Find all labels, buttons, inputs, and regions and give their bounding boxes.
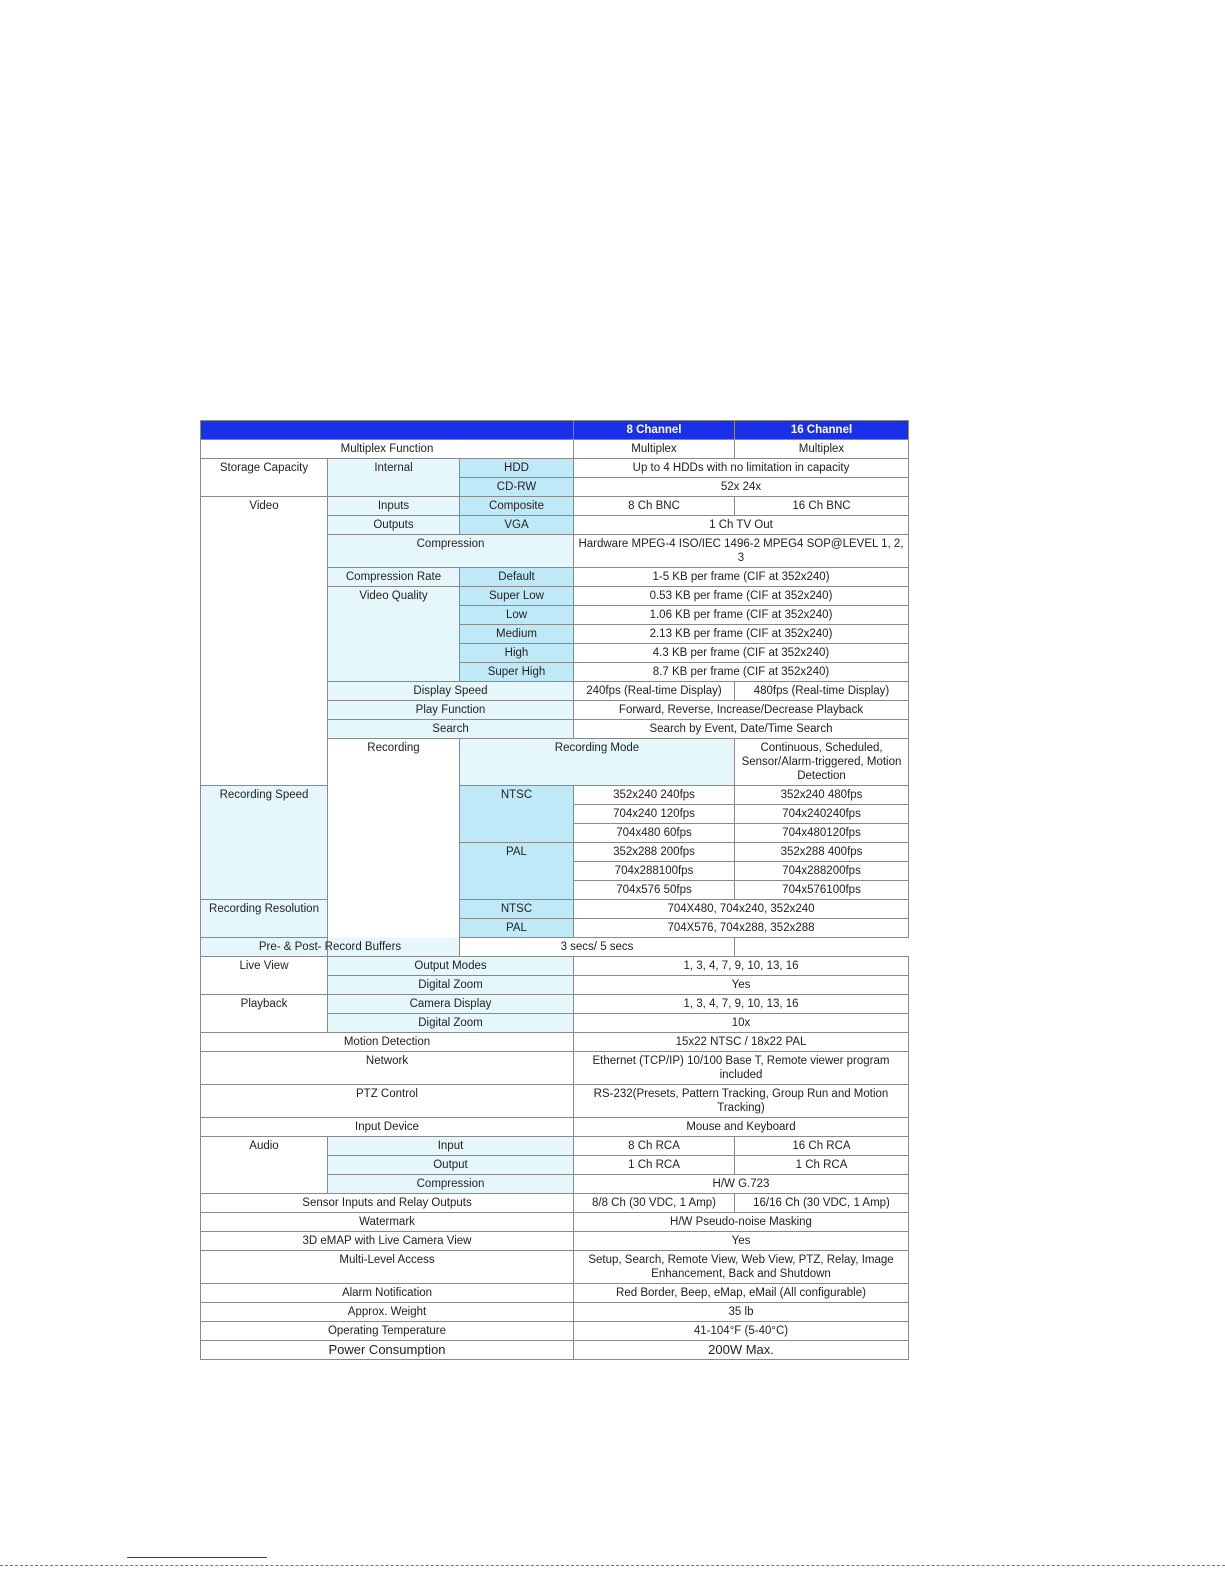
play-function-value: Forward, Reverse, Increase/Decrease Playback <box>574 701 909 720</box>
quality-level-label: Low <box>460 606 574 625</box>
output-modes-label: Output Modes <box>328 957 574 976</box>
video-compression-value: Hardware MPEG-4 ISO/IEC 1496-2 MPEG4 SOP@LEVEL 1, 2, 3 <box>574 535 909 568</box>
row-emap <box>201 1232 909 1251</box>
watermark-label: Watermark <box>201 1213 574 1232</box>
power-value: 200W Max. <box>574 1341 909 1360</box>
audio-output-8ch: 1 Ch RCA <box>574 1156 735 1175</box>
compression-rate-value: 1-5 KB per frame (CIF at 352x240) <box>574 568 909 587</box>
row-resolution-ntsc <box>201 900 909 919</box>
row-buffers <box>201 938 909 957</box>
watermark-value: H/W Pseudo-noise Masking <box>574 1213 909 1232</box>
temperature-label: Operating Temperature <box>201 1322 574 1341</box>
speed-16ch: 352x288 400fps <box>735 843 909 862</box>
temperature-value: 41-104°F (5-40°C) <box>574 1322 909 1341</box>
alarm-value: Red Border, Beep, eMap, eMail (All configurable) <box>574 1284 909 1303</box>
video-inputs-sub: Composite <box>460 497 574 516</box>
speed-8ch: 352x240 240fps <box>574 786 735 805</box>
speed-16ch: 704x576100fps <box>735 881 909 900</box>
network-label: Network <box>201 1052 574 1085</box>
video-outputs-sub: VGA <box>460 516 574 535</box>
header-8-channel: 8 Channel <box>574 421 735 440</box>
audio-compression-label: Compression <box>328 1175 574 1194</box>
row-speed-ntsc-1 <box>201 786 909 805</box>
speed-8ch: 704x480 60fps <box>574 824 735 843</box>
header-row <box>201 421 909 440</box>
quality-level-value: 2.13 KB per frame (CIF at 352x240) <box>574 625 909 644</box>
resolution-ntsc-value: 704X480, 704x240, 352x240 <box>574 900 909 919</box>
row-access <box>201 1251 909 1284</box>
speed-16ch: 704x240240fps <box>735 805 909 824</box>
buffers-value: 3 secs/ 5 secs <box>460 938 735 957</box>
speed-8ch: 704x576 50fps <box>574 881 735 900</box>
video-outputs-label: Outputs <box>328 516 460 535</box>
video-outputs-value: 1 Ch TV Out <box>574 516 909 535</box>
sensor-label: Sensor Inputs and Relay Outputs <box>201 1194 574 1213</box>
audio-input-8ch: 8 Ch RCA <box>574 1137 735 1156</box>
video-inputs-label: Inputs <box>328 497 460 516</box>
camera-display-label: Camera Display <box>328 995 574 1014</box>
motion-detection-label: Motion Detection <box>201 1033 574 1052</box>
emap-value: Yes <box>574 1232 909 1251</box>
speed-16ch: 704x480120fps <box>735 824 909 843</box>
storage-cdrw-value: 52x 24x <box>574 478 909 497</box>
network-value: Ethernet (TCP/IP) 10/100 Base T, Remote viewer program included <box>574 1052 909 1085</box>
buffers-label: Pre- & Post- Record Buffers <box>201 938 460 957</box>
compression-rate-label: Compression Rate <box>328 568 460 587</box>
input-device-label: Input Device <box>201 1118 574 1137</box>
display-speed-label: Display Speed <box>328 682 574 701</box>
audio-input-label: Input <box>328 1137 574 1156</box>
speed-16ch: 704x288200fps <box>735 862 909 881</box>
output-modes-value: 1, 3, 4, 7, 9, 10, 13, 16 <box>574 957 909 976</box>
audio-output-label: Output <box>328 1156 574 1175</box>
row-playback-camera-display <box>201 995 909 1014</box>
storage-cdrw-label: CD-RW <box>460 478 574 497</box>
video-quality-label: Video Quality <box>328 587 460 682</box>
speed-ntsc-label: NTSC <box>460 786 574 843</box>
row-ptz <box>201 1085 909 1118</box>
playback-zoom-label: Digital Zoom <box>328 1014 574 1033</box>
playback-label: Playback <box>201 995 328 1033</box>
header-16-channel: 16 Channel <box>735 421 909 440</box>
alarm-label: Alarm Notification <box>201 1284 574 1303</box>
multiplex-16ch: Multiplex <box>735 440 909 459</box>
row-input-device <box>201 1118 909 1137</box>
compression-rate-sub: Default <box>460 568 574 587</box>
quality-level-label: Super Low <box>460 587 574 606</box>
row-watermark <box>201 1213 909 1232</box>
audio-compression-value: H/W G.723 <box>574 1175 909 1194</box>
camera-display-value: 1, 3, 4, 7, 9, 10, 13, 16 <box>574 995 909 1014</box>
row-storage-hdd <box>201 459 909 478</box>
audio-output-16ch: 1 Ch RCA <box>735 1156 909 1175</box>
header-blank <box>201 421 574 440</box>
video-inputs-8ch: 8 Ch BNC <box>574 497 735 516</box>
resolution-ntsc-label: NTSC <box>460 900 574 919</box>
row-sensor <box>201 1194 909 1213</box>
quality-level-value: 0.53 KB per frame (CIF at 352x240) <box>574 587 909 606</box>
weight-value: 35 lb <box>574 1303 909 1322</box>
row-video-inputs <box>201 497 909 516</box>
search-label: Search <box>328 720 574 739</box>
storage-internal: Internal <box>328 459 460 497</box>
row-temperature <box>201 1322 909 1341</box>
speed-8ch: 352x288 200fps <box>574 843 735 862</box>
row-alarm <box>201 1284 909 1303</box>
display-speed-16ch: 480fps (Real-time Display) <box>735 682 909 701</box>
resolution-pal-value: 704X576, 704x288, 352x288 <box>574 919 909 938</box>
multiplex-8ch: Multiplex <box>574 440 735 459</box>
spec-table <box>200 420 909 1360</box>
video-inputs-16ch: 16 Ch BNC <box>735 497 909 516</box>
row-motion-detection <box>201 1033 909 1052</box>
sensor-16ch: 16/16 Ch (30 VDC, 1 Amp) <box>735 1194 909 1213</box>
display-speed-8ch: 240fps (Real-time Display) <box>574 682 735 701</box>
audio-input-16ch: 16 Ch RCA <box>735 1137 909 1156</box>
input-device-value: Mouse and Keyboard <box>574 1118 909 1137</box>
audio-label: Audio <box>201 1137 328 1194</box>
access-label: Multi-Level Access <box>201 1251 574 1284</box>
page-break-line <box>0 1565 1225 1566</box>
play-function-label: Play Function <box>328 701 574 720</box>
row-weight <box>201 1303 909 1322</box>
row-network <box>201 1052 909 1085</box>
playback-zoom-value: 10x <box>574 1014 909 1033</box>
row-power <box>201 1341 909 1360</box>
speed-pal-label: PAL <box>460 843 574 900</box>
power-label: Power Consumption <box>201 1341 574 1360</box>
emap-label: 3D eMAP with Live Camera View <box>201 1232 574 1251</box>
recording-speed-label: Recording Speed <box>201 786 328 900</box>
multiplex-label: Multiplex Function <box>201 440 574 459</box>
weight-label: Approx. Weight <box>201 1303 574 1322</box>
speed-8ch: 704x288100fps <box>574 862 735 881</box>
quality-level-label: Medium <box>460 625 574 644</box>
storage-hdd-label: HDD <box>460 459 574 478</box>
quality-level-value: 1.06 KB per frame (CIF at 352x240) <box>574 606 909 625</box>
recording-resolution-label: Recording Resolution <box>201 900 328 938</box>
row-audio-input <box>201 1137 909 1156</box>
storage-hdd-value: Up to 4 HDDs with no limitation in capacity <box>574 459 909 478</box>
row-multiplex <box>201 440 909 459</box>
motion-detection-value: 15x22 NTSC / 18x22 PAL <box>574 1033 909 1052</box>
live-zoom-label: Digital Zoom <box>328 976 574 995</box>
video-label: Video <box>201 497 328 786</box>
quality-level-label: Super High <box>460 663 574 682</box>
quality-level-label: High <box>460 644 574 663</box>
storage-label: Storage Capacity <box>201 459 328 497</box>
recording-label: Recording <box>328 739 460 957</box>
resolution-pal-label: PAL <box>460 919 574 938</box>
quality-level-value: 4.3 KB per frame (CIF at 352x240) <box>574 644 909 663</box>
speed-16ch: 352x240 480fps <box>735 786 909 805</box>
access-value: Setup, Search, Remote View, Web View, PTZ, Relay, Image Enhancement, Back and Shutdown <box>574 1251 909 1284</box>
recording-mode-value: Continuous, Scheduled, Sensor/Alarm-triggered, Motion Detection <box>735 739 909 786</box>
sensor-8ch: 8/8 Ch (30 VDC, 1 Amp) <box>574 1194 735 1213</box>
speed-8ch: 704x240 120fps <box>574 805 735 824</box>
video-compression-label: Compression <box>328 535 574 568</box>
footnote-separator <box>127 1557 267 1558</box>
ptz-label: PTZ Control <box>201 1085 574 1118</box>
quality-level-value: 8.7 KB per frame (CIF at 352x240) <box>574 663 909 682</box>
live-view-label: Live View <box>201 957 328 995</box>
row-live-output-modes <box>201 957 909 976</box>
ptz-value: RS-232(Presets, Pattern Tracking, Group Run and Motion Tracking) <box>574 1085 909 1118</box>
search-value: Search by Event, Date/Time Search <box>574 720 909 739</box>
recording-mode-label: Recording Mode <box>460 739 735 786</box>
live-zoom-value: Yes <box>574 976 909 995</box>
